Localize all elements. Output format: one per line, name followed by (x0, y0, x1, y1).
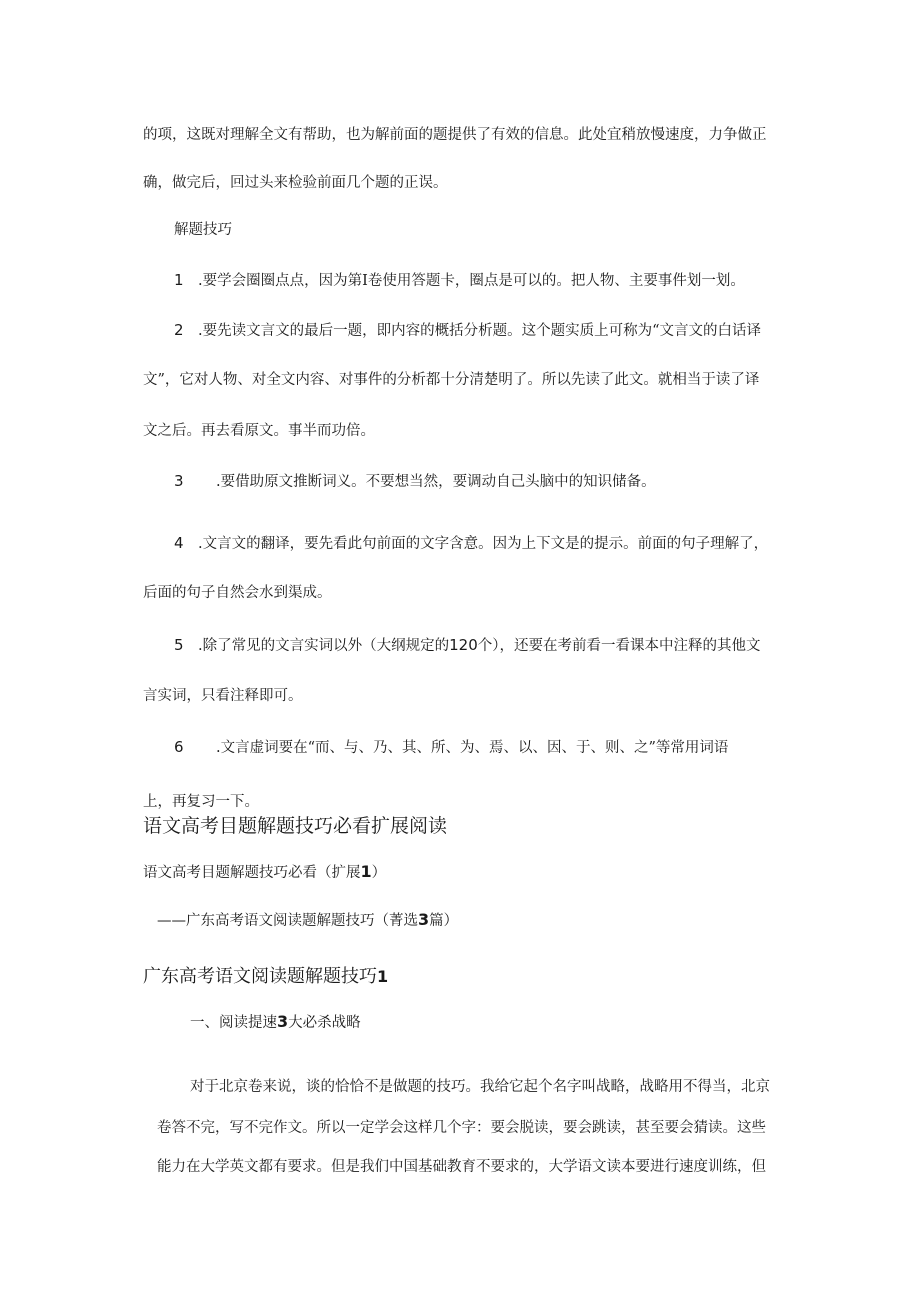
tip-3 (174, 471, 656, 492)
tip-text-cont: 个），还要在考前看一看课本中注释的其他文 (477, 638, 761, 654)
para-line-1: 对于北京卷来说，谈的恰恰不是做题的技巧。我给它起个名字叫战略，战略用不得当，北京 (190, 1079, 770, 1095)
dash-number: 3 (418, 910, 430, 929)
subtitle-text: 语文高考目题解题技巧必看（扩展 (143, 865, 361, 881)
tip-5 (174, 635, 761, 656)
tip-count: 120 (449, 636, 478, 654)
tip-6-line-2: 上，再复习一下。 (143, 794, 259, 810)
para-line-2: 卷答不完，写不完作文。所以一定学会这样几个字：要会脱读，要会跳读，甚至要会猜读。这些 (157, 1120, 766, 1136)
section-title-text: 广东高考语文阅读题解题技巧 (143, 966, 377, 987)
tip-text: .文言文的翻译，要先看此句前面的文字含意。因为上下文是的提示。前面的句子理解了， (198, 536, 769, 552)
subtitle-end: ） (371, 865, 387, 881)
tip-number: 3 (174, 472, 184, 490)
intro-line-2: 确，做完后，回过头来检验前面几个题的正误。 (143, 175, 448, 191)
dash-text: ——广东高考语文阅读题解题技巧（菁选 (157, 913, 418, 929)
tip-text: .除了常见的文言实词以外（大纲规定的 (198, 638, 450, 654)
section-point (190, 1012, 361, 1033)
tip-5-line-2: 言实词，只看注释即可。 (143, 688, 303, 704)
tip-text: .要学会圈圈点点，因为第Ⅰ卷使用答题卡，圈点是可以的。把人物、主要事件划一划。 (198, 273, 745, 289)
tip-4-line-2: 后面的句子自然会水到渠成。 (143, 585, 332, 601)
para-line-3: 能力在大学英文都有要求。但是我们中国基础教育不要求的，大学语文读本要进行速度训练，但 (157, 1159, 766, 1175)
extension-dash-line (157, 910, 458, 931)
point-number: 3 (277, 1012, 289, 1031)
point-end: 大必杀战略 (288, 1015, 361, 1031)
extension-subtitle (143, 862, 386, 883)
tip-text: .文言虚词要在“而、与、乃、其、所、为、焉、以、因、于、则、之”等常用词语 (216, 740, 729, 756)
tip-number: 5 (174, 636, 184, 654)
tip-2-line-2: 文”，它对人物、对全文内容、对事件的分析都十分清楚明了。所以先读了此文。就相当于读了译 (143, 372, 760, 388)
tip-2-line-3: 文之后。再去看原文。事半而功倍。 (143, 423, 375, 439)
tip-4 (174, 533, 768, 554)
subtitle-number: 1 (360, 862, 372, 881)
tip-1 (174, 270, 745, 291)
dash-end: 篇） (429, 913, 459, 929)
tip-number: 4 (174, 534, 184, 552)
tip-2 (174, 320, 761, 341)
intro-line-1: 的项，这既对理解全文有帮助，也为解前面的题提供了有效的信息。此处宜稍放慢速度，力争做正 (143, 127, 767, 143)
tip-number: 6 (174, 738, 184, 756)
tip-text: .要先读文言文的最后一题，即内容的概括分析题。这个题实质上可称为“文言文的白话译 (198, 323, 762, 339)
tip-number: 2 (174, 321, 184, 339)
point-text: 一、阅读提速 (190, 1015, 277, 1031)
tips-heading: 解题技巧 (174, 222, 232, 238)
tip-number: 1 (174, 271, 184, 289)
tip-text: .要借助原文推断词义。不要想当然，要调动自己头脑中的知识储备。 (216, 474, 656, 490)
section-title-number: 1 (377, 967, 389, 986)
tip-6 (174, 737, 728, 758)
section-title (143, 965, 388, 989)
extension-title: 语文高考目题解题技巧必看扩展阅读 (143, 815, 448, 837)
